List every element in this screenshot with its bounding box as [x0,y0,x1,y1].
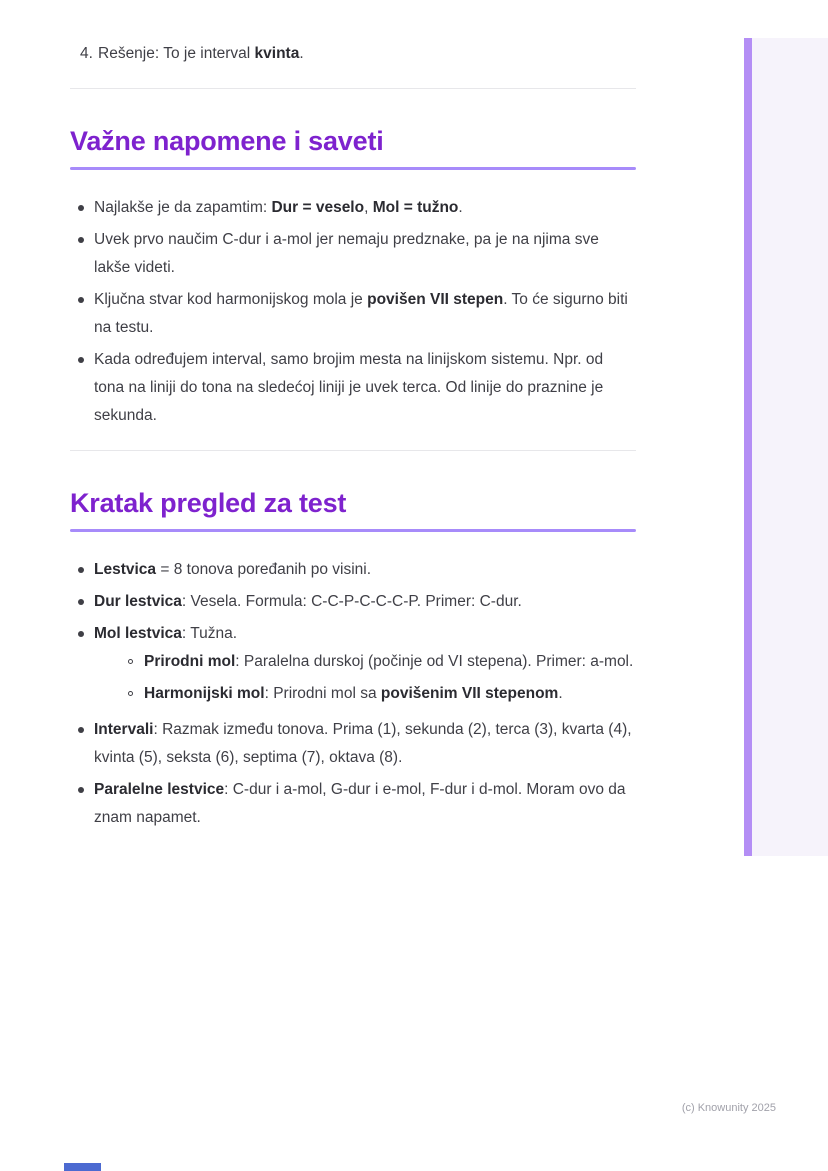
text-segment: Kada određujem interval, samo brojim mesta na linijskom sistemu. Npr. od tona na liniji do tona na sledećoj liniji je uvek terca. Od linije do praznine je sekunda. [94,351,604,424]
section-divider [70,450,636,451]
text-segment: : Vesela. Formula: C-C-P-C-C-C-P. Primer: C-dur. [181,593,522,610]
bullet-icon [78,727,84,733]
list-item-text [98,40,304,68]
list-item-text [94,199,463,216]
bullet-icon [78,787,84,793]
list-item-text [94,781,626,826]
list-item-text [94,721,632,766]
list-item [70,194,636,222]
list-item [120,648,636,676]
bullet-icon [78,567,84,573]
list-item-text [144,653,633,670]
text-segment: : Paralelna durskoj (počinje od VI stepena). Primer: a-mol. [235,653,634,670]
bullet-icon [78,357,84,363]
bullet-icon [78,631,84,637]
text-segment: Lestvica [94,561,157,578]
text-segment: : Razmak između tonova. Prima (1), sekunda (2), terca (3), kvarta (4), kvinta (5), seksta (6), septima (7), oktava (8). [94,721,632,766]
bullet-list-notes [70,194,636,430]
text-segment: povišenim VII stepenom [380,685,559,702]
document-body [70,0,636,836]
list-item-text [94,351,603,424]
list-item [70,776,636,832]
heading-underline [70,529,636,532]
text-segment: . [458,199,463,216]
list-item [70,226,636,282]
list-item-number: 4. [80,45,93,62]
text-segment: : Tužna. [181,625,238,642]
text-segment: Uvek prvo naučim C-dur i a-mol jer nemaju predznake, pa je na njima sve lakše videti. [94,231,599,276]
text-segment: = 8 tonova poređanih po visini. [156,561,372,578]
list-item [70,620,636,708]
text-segment: Rešenje: To je interval [98,45,255,62]
circle-bullet-icon [128,659,133,664]
text-segment: : Prirodni mol sa [264,685,381,702]
text-segment: , [364,199,373,216]
text-segment: . [299,45,304,62]
list-item [70,716,636,772]
sub-list [120,648,636,708]
section-divider [70,88,636,89]
text-segment: : C-dur i a-mol, G-dur i e-mol, F-dur i d-mol. Moram ovo da znam napamet. [94,781,626,826]
text-segment: Ključna stvar kod harmonijskog mola je [94,291,368,308]
list-item [70,556,636,584]
list-item-text [94,561,371,578]
list-item-text [94,593,522,610]
list-item-text [94,231,599,276]
text-segment: Dur lestvica [94,593,182,610]
text-segment: . [558,685,563,702]
text-segment: povišen VII stepen [367,291,504,308]
numbered-list-item [70,40,636,68]
bullet-icon [78,237,84,243]
section-heading-review: Kratak pregled za test [70,488,347,518]
text-segment: Prirodni mol [144,653,236,670]
heading-underline [70,167,636,170]
text-segment: Intervali [94,721,154,738]
bullet-icon [78,205,84,211]
list-item [120,680,636,708]
copyright-text: (c) Knowunity 2025 [681,1102,776,1114]
text-segment: Najlakše je da zapamtim: [94,199,272,216]
next-page-peek [64,1163,101,1171]
text-segment: Harmonijski mol [144,685,265,702]
list-item-text [144,685,563,702]
text-segment: Paralelne lestvice [94,781,225,798]
bullet-icon [78,599,84,605]
text-segment: Mol = tužno [372,199,459,216]
list-item-text [94,291,628,336]
text-segment: kvinta [254,45,300,62]
text-segment: . To će sigurno biti na testu. [94,291,628,336]
section-heading-notes: Važne napomene i saveti [70,126,384,156]
side-panel [752,38,828,856]
list-item [70,346,636,430]
list-item [70,286,636,342]
list-item-text [94,625,237,642]
scrollbar-thumb[interactable] [744,38,752,856]
text-segment: Dur = veselo [271,199,365,216]
text-segment: Mol lestvica [94,625,182,642]
bullet-list-review [70,556,636,832]
bullet-icon [78,297,84,303]
list-item [70,588,636,616]
circle-bullet-icon [128,691,133,696]
